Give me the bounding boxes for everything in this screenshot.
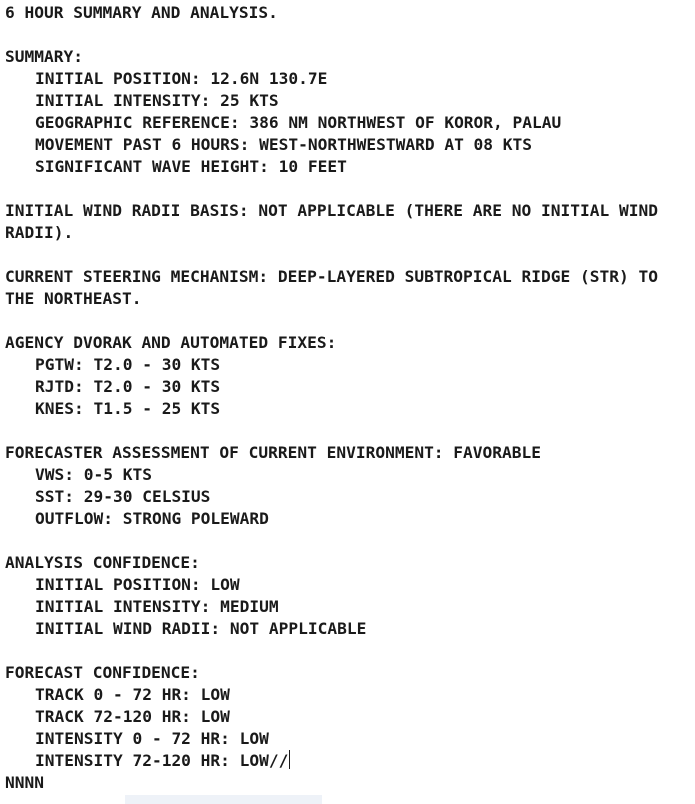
bulletin-header: 6 HOUR SUMMARY AND ANALYSIS.: [5, 3, 278, 22]
steering-mechanism-line-1: CURRENT STEERING MECHANISM: DEEP-LAYERED SUBTROPICAL RIDGE (STR) TO: [5, 267, 658, 286]
dvorak-heading: AGENCY DVORAK AND AUTOMATED FIXES:: [5, 333, 337, 352]
spacer: [5, 530, 695, 552]
analysis-confidence-heading: ANALYSIS CONFIDENCE:: [5, 553, 200, 572]
summary-movement: MOVEMENT PAST 6 HOURS: WEST-NORTHWESTWARD AT 08 KTS: [35, 135, 533, 154]
dvorak-knes: KNES: T1.5 - 25 KTS: [35, 399, 221, 418]
summary-wave-height: SIGNIFICANT WAVE HEIGHT: 10 FEET: [35, 157, 347, 176]
analysis-confidence-intensity: INITIAL INTENSITY: MEDIUM: [35, 597, 279, 616]
forecast-confidence-heading: FORECAST CONFIDENCE:: [5, 663, 200, 682]
forecast-confidence-intensity-72-120: INTENSITY 72-120 HR: LOW//: [35, 751, 289, 770]
text-cursor: [289, 750, 290, 769]
spacer: [5, 244, 695, 266]
dvorak-pgtw: PGTW: T2.0 - 30 KTS: [35, 355, 221, 374]
wind-radii-basis-line-1: INITIAL WIND RADII BASIS: NOT APPLICABLE (THERE ARE NO INITIAL WIND: [5, 201, 658, 220]
forecast-confidence-intensity-72-120-line[interactable]: [5, 750, 695, 772]
bulletin-footer: NNNN: [5, 773, 44, 792]
summary-initial-intensity: INITIAL INTENSITY: 25 KTS: [35, 91, 279, 110]
analysis-confidence-position: INITIAL POSITION: LOW: [35, 575, 240, 594]
analysis-confidence-wind-radii: INITIAL WIND RADII: NOT APPLICABLE: [35, 619, 367, 638]
forecast-confidence-track-72-120: TRACK 72-120 HR: LOW: [35, 707, 230, 726]
spacer: [5, 640, 695, 662]
environment-vws: VWS: 0-5 KTS: [35, 465, 152, 484]
spacer: [5, 178, 695, 200]
forecast-confidence-track-0-72: TRACK 0 - 72 HR: LOW: [35, 685, 230, 704]
partial-overlay-strip: [125, 795, 322, 804]
summary-heading: SUMMARY:: [5, 47, 83, 66]
steering-mechanism-line-2: THE NORTHEAST.: [5, 289, 142, 308]
summary-geographic-reference: GEOGRAPHIC REFERENCE: 386 NM NORTHWEST OF KOROR, PALAU: [35, 113, 562, 132]
wind-radii-basis-line-2: RADII).: [5, 223, 74, 242]
spacer: [5, 24, 695, 46]
summary-initial-position: INITIAL POSITION: 12.6N 130.7E: [35, 69, 328, 88]
environment-outflow: OUTFLOW: STRONG POLEWARD: [35, 509, 269, 528]
spacer: [5, 420, 695, 442]
spacer: [5, 310, 695, 332]
environment-heading: FORECASTER ASSESSMENT OF CURRENT ENVIRONMENT: FAVORABLE: [5, 443, 542, 462]
dvorak-rjtd: RJTD: T2.0 - 30 KTS: [35, 377, 221, 396]
environment-sst: SST: 29-30 CELSIUS: [35, 487, 211, 506]
forecast-confidence-intensity-0-72: INTENSITY 0 - 72 HR: LOW: [35, 729, 269, 748]
